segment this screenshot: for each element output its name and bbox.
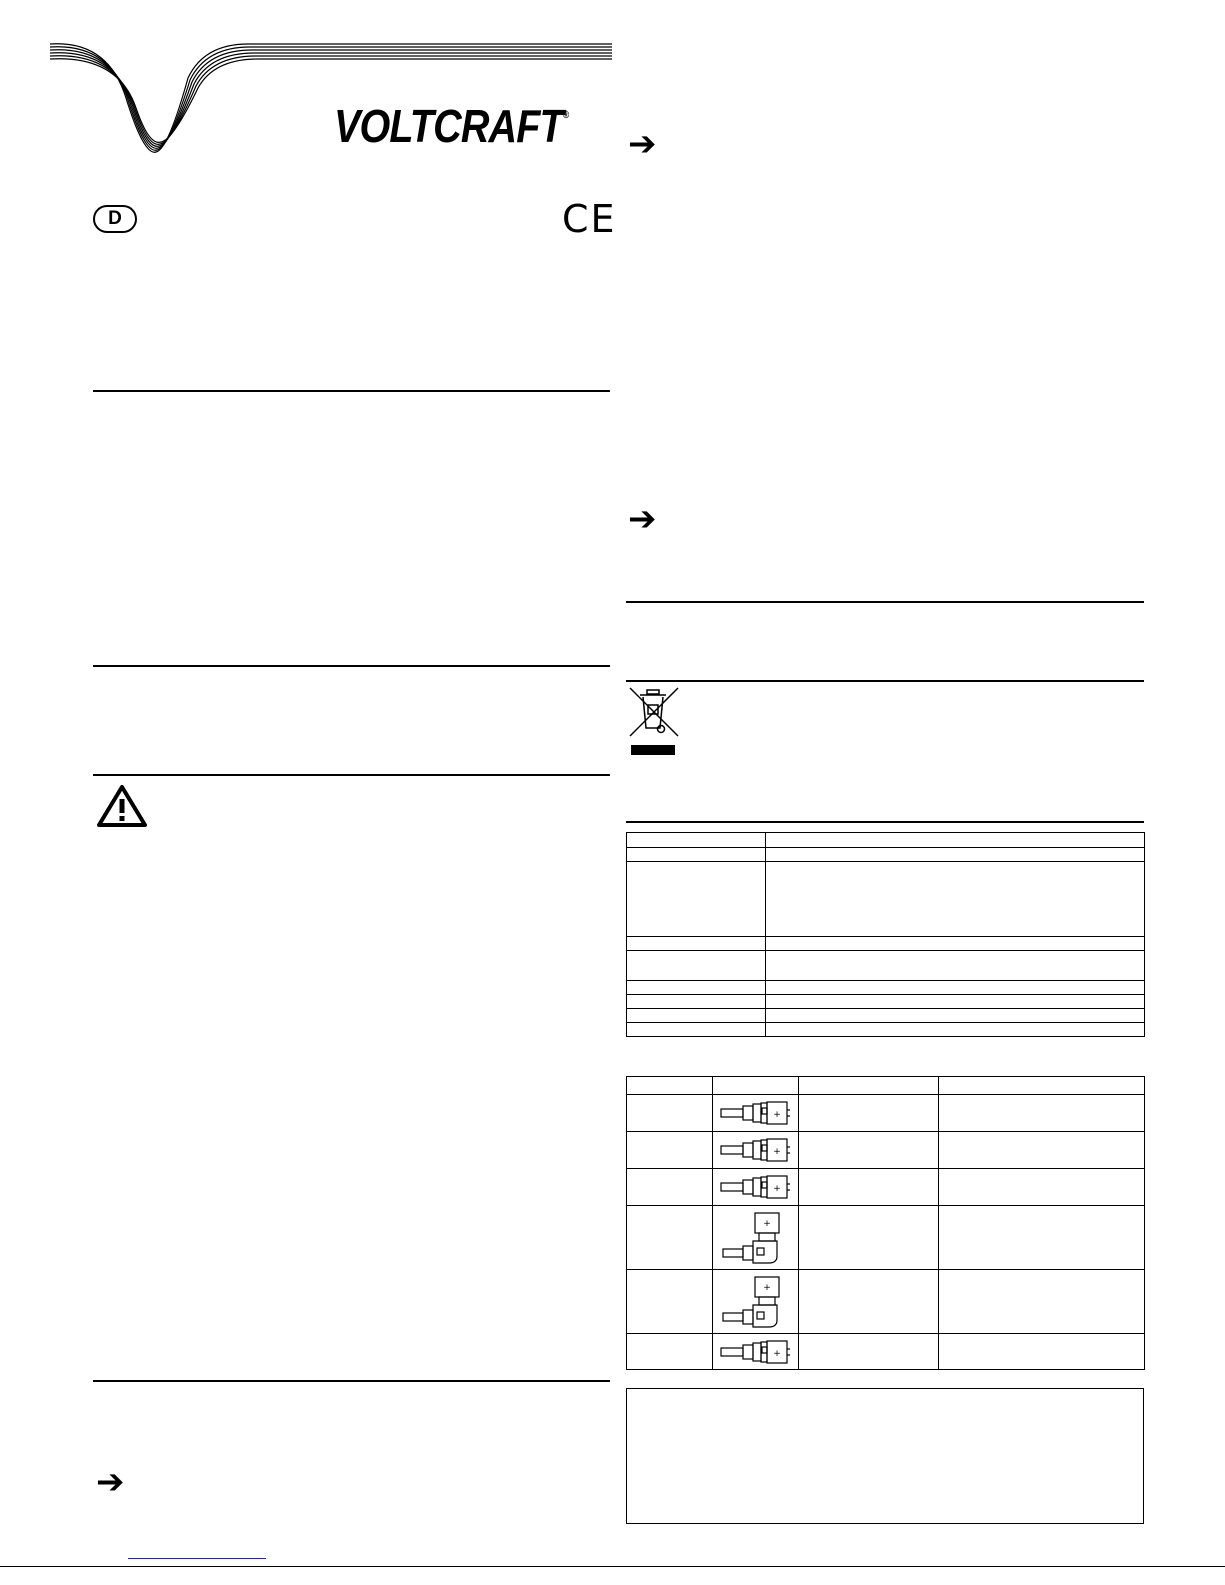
table-row xyxy=(627,848,1145,862)
warning-triangle-icon xyxy=(96,784,148,828)
registered-mark: ® xyxy=(562,110,570,121)
brand-logo-text: VOLTCRAFT xyxy=(334,100,563,152)
country-code-badge: D xyxy=(93,205,137,233)
straight-plug-drawing xyxy=(719,1338,793,1366)
plug-image-cell xyxy=(713,1169,799,1206)
section-divider xyxy=(93,774,610,776)
table-cell xyxy=(627,1009,766,1023)
table-cell xyxy=(766,862,1145,937)
table-cell xyxy=(939,1132,1145,1169)
svg-text:+: + xyxy=(772,1184,781,1194)
table-row xyxy=(627,1206,1145,1270)
section-divider xyxy=(93,390,610,392)
plug-image-cell xyxy=(713,1132,799,1169)
brand-logo xyxy=(334,93,570,152)
straight-plug-drawing xyxy=(719,1173,793,1201)
table-cell xyxy=(627,1023,766,1037)
svg-text:+: + xyxy=(772,1348,781,1359)
table-cell xyxy=(799,1095,939,1132)
specifications-table xyxy=(626,832,1145,1037)
table-cell xyxy=(627,1270,713,1334)
section-divider xyxy=(626,821,1144,823)
table-cell xyxy=(627,862,766,937)
table-cell xyxy=(627,848,766,862)
table-cell xyxy=(627,1169,713,1206)
section-divider xyxy=(626,601,1144,603)
right-arrow-icon: ➔ xyxy=(96,1462,125,1502)
table-row xyxy=(627,1270,1145,1334)
table-cell xyxy=(799,1169,939,1206)
plug-image-cell xyxy=(713,1206,799,1270)
table-cell xyxy=(939,1169,1145,1206)
table-cell xyxy=(766,981,1145,995)
table-cell xyxy=(627,1334,713,1370)
table-cell xyxy=(627,1132,713,1169)
table-cell xyxy=(939,1270,1145,1334)
straight-plug-drawing xyxy=(719,1136,793,1164)
section-divider xyxy=(93,1380,610,1382)
section-divider xyxy=(626,680,1144,682)
table-row xyxy=(627,937,1145,951)
plug-adapter-table xyxy=(626,1076,1145,1370)
table-cell xyxy=(799,1206,939,1270)
table-cell xyxy=(766,848,1145,862)
table-cell xyxy=(766,1009,1145,1023)
right-arrow-icon: ➔ xyxy=(628,124,657,164)
plug-image-cell xyxy=(713,1334,799,1370)
table-row xyxy=(627,1009,1145,1023)
table-cell xyxy=(939,1095,1145,1132)
table-cell xyxy=(627,833,766,848)
table-row xyxy=(627,833,1145,848)
table-row xyxy=(627,1334,1145,1370)
table-row xyxy=(627,951,1145,981)
table-cell xyxy=(627,951,766,981)
table-cell xyxy=(766,833,1145,848)
table-cell xyxy=(799,1132,939,1169)
plug-image-cell xyxy=(713,1095,799,1132)
table-cell xyxy=(627,937,766,951)
table-header-row xyxy=(627,1077,1145,1095)
table-row xyxy=(627,981,1145,995)
table-header-cell xyxy=(939,1077,1145,1095)
table-row xyxy=(627,1132,1145,1169)
table-cell xyxy=(939,1334,1145,1370)
table-cell xyxy=(766,995,1145,1009)
table-cell xyxy=(766,951,1145,981)
table-cell xyxy=(766,937,1145,951)
table-cell xyxy=(627,995,766,1009)
table-header-cell xyxy=(799,1077,939,1095)
crossed-out-wheelie-bin-icon xyxy=(628,686,680,756)
table-cell xyxy=(627,1095,713,1132)
table-cell xyxy=(627,981,766,995)
right-arrow-icon: ➔ xyxy=(628,499,657,539)
table-cell xyxy=(627,1206,713,1270)
table-cell xyxy=(766,1023,1145,1037)
table-cell xyxy=(799,1270,939,1334)
section-divider xyxy=(93,665,610,667)
straight-plug-drawing xyxy=(719,1099,793,1127)
svg-text:+: + xyxy=(772,1147,781,1157)
table-header-cell xyxy=(713,1077,799,1095)
footer-link-underline[interactable] xyxy=(128,1558,266,1559)
angled-plug-drawing xyxy=(719,1274,793,1330)
ce-conformity-mark: CE xyxy=(562,197,617,241)
table-cell xyxy=(799,1334,939,1370)
svg-text:+: + xyxy=(762,1282,771,1293)
table-row xyxy=(627,1023,1145,1037)
footer-rule xyxy=(0,1566,1225,1567)
table-row xyxy=(627,995,1145,1009)
svg-text:+: + xyxy=(772,1110,781,1120)
table-row xyxy=(627,1095,1145,1132)
svg-text:+: + xyxy=(762,1218,771,1229)
angled-plug-drawing xyxy=(719,1210,793,1266)
table-header-cell xyxy=(627,1077,713,1095)
notice-box xyxy=(626,1388,1144,1524)
table-cell xyxy=(939,1206,1145,1270)
table-row xyxy=(627,1169,1145,1206)
plug-image-cell xyxy=(713,1270,799,1334)
table-row xyxy=(627,862,1145,937)
